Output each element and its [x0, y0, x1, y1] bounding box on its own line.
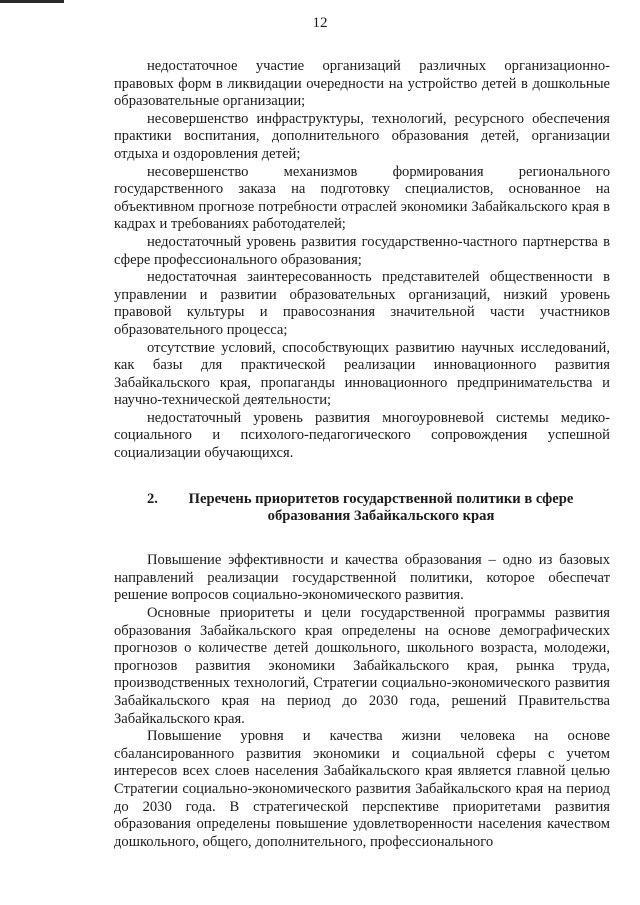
list-item: отсутствие условий, способствующих развитию научных исследований, как базы для практической реализации инновационного развития Забайкальского края, пропаганды инновационного предпринимательства и научно-технической деятельности;: [114, 339, 610, 409]
page-number: 12: [312, 15, 328, 31]
body-paragraph: Повышение уровня и качества жизни человека на основе сбалансированного развития экономики и социальной сферы с учетом интересов всех слоев населения Забайкальского края является главной целью Стратегии социально-экономического развития Забайкальского края на период до 2030 года. В стратегической перспективе приоритетами развития образования определены повышение удовлетворенности населения качеством дошкольного, общего, дополнительного, профессионального: [114, 728, 610, 850]
section-heading: [114, 491, 610, 527]
body-paragraph: Повышение эффективности и качества образования – одно из базовых направлений реализации государственной политики, которое обеспечат решение вопросов социально-экономического развития.: [114, 552, 610, 604]
list-item: несовершенство инфраструктуры, технологий, ресурсного обеспечения практики воспитания, дополнительного образования детей, организации отдыха и оздоровления детей;: [114, 110, 610, 162]
list-item: недостаточная заинтересованность представителей общественности в управлении и развитии образовательных организаций, низкий уровень правовой культуры и правосознания значительной части участников образовательного процесса;: [114, 269, 610, 338]
list-item: недостаточный уровень развития многоуровневой системы медико-социального и психолого-педагогического сопровождения успешной социализации обучающихся.: [114, 409, 610, 462]
body-paragraph: Основные приоритеты и цели государственной программы развития образования Забайкальского края определены на основе демографических прогнозов о количестве детей дошкольного, школьного возраста, молодежи, прогнозов развития экономики Забайкальского края, рынка труда, производственных технологий, Стратегии социально-экономического развития Забайкальского края на период до 2030 года, решений Правительства Забайкальского края.: [114, 605, 610, 727]
document-body: [114, 58, 610, 851]
scan-corner-mark: [0, 0, 64, 3]
list-item: недостаточное участие организаций различных организационно-правовых форм в ликвидации очередности на устройство детей в дошкольные образовательные организации;: [114, 58, 610, 110]
section-title: Перечень приоритетов государственной политики в сфере образования Забайкальского края: [188, 490, 574, 525]
list-item: несовершенство механизмов формирования регионального государственного заказа на подготовку специалистов, основанное на объективном прогнозе потребности отраслей экономики Забайкальского края в кадрах и требованиях работодателей;: [114, 163, 610, 233]
section-number: 2.: [147, 490, 158, 507]
list-item: недостаточный уровень развития государственно-частного партнерства в сфере профессионального образования;: [114, 233, 610, 268]
